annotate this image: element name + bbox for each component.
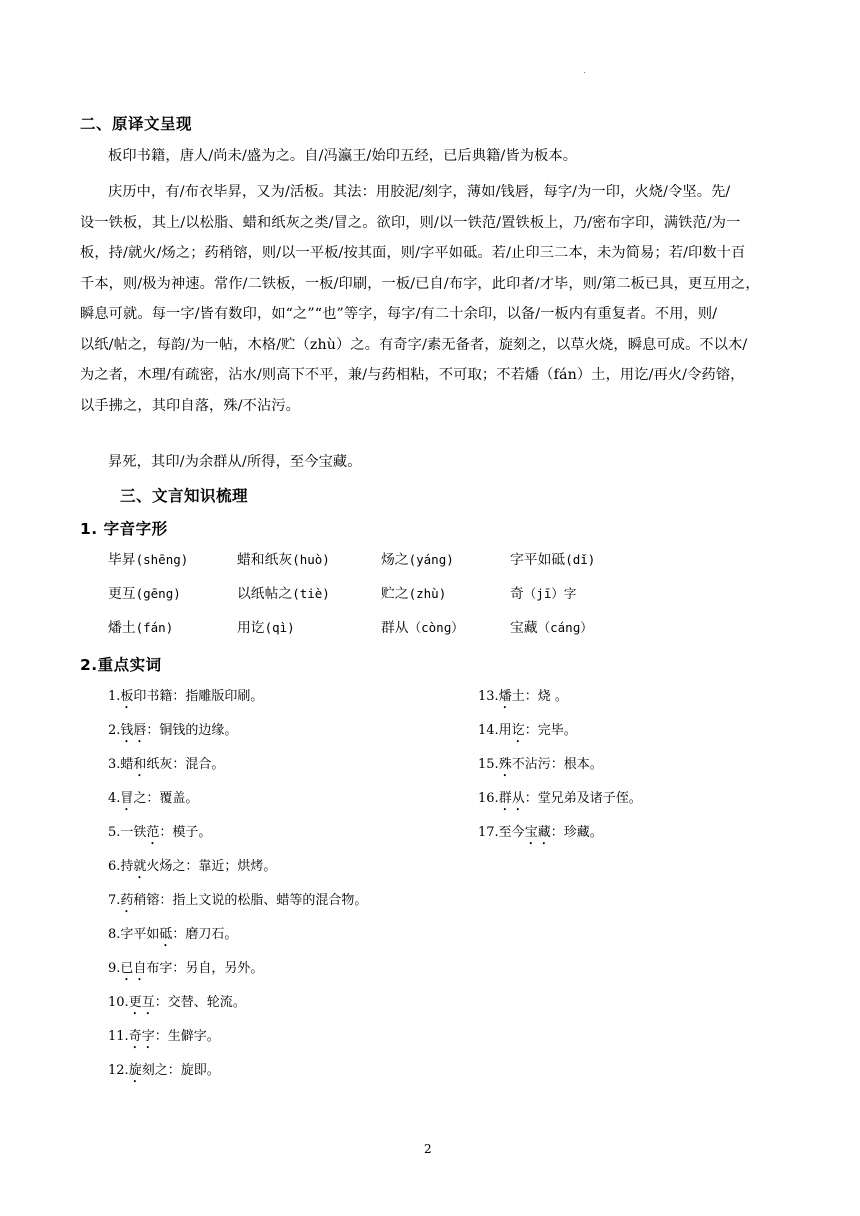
header-mark: . [583,66,586,76]
vocab-item: 1.板印书籍：指雕版印刷。 [108,689,264,704]
vocab-item: 3.蜡和纸灰：混合。 [108,757,225,772]
vocab-item: 6.持就火炀之：靠近；烘烤。 [108,859,277,874]
subsection-title-vocab: 2.重点实词 [80,656,162,674]
paragraph-line: 以手拂之，其印自落，殊/不沾污。 [80,397,300,414]
pronunciation-item: 蜡和纸灰(huò) [237,552,330,568]
vocab-item: 16.群从：堂兄弟及诸子侄。 [478,791,642,806]
vocab-item: 10.更互：交替、轮流。 [108,995,246,1010]
section-title-translation: 二、原译文呈现 [80,115,193,133]
pronunciation-item: 用讫(qì) [237,620,295,636]
pronunciation-item: 燔土(fán) [108,620,174,636]
vocab-item: 5.一铁范：模子。 [108,825,212,840]
paragraph-line: 昇死，其印/为余群从/所得，至今宝藏。 [108,454,362,470]
vocab-item: 12.旋刻之：旋即。 [108,1063,220,1078]
pronunciation-item: 贮之(zhù) [381,586,447,602]
pronunciation-item: 宝藏（cánɡ） [510,620,593,636]
paragraph-line: 以纸/帖之，每韵/为一帖，木格/贮（zhù）之。有奇字/素无备者，旋刻之，以草火烧，瞬息可成。不以木/ [80,336,748,353]
pronunciation-item: 以纸帖之(tiè) [237,586,330,602]
vocab-item: 17.至今宝藏：珍藏。 [478,825,603,840]
paragraph-line: 板印书籍，唐人/尚未/盛为之。自/冯瀛王/始印五经，已后典籍/皆为板本。 [108,148,578,164]
subsection-title-pronunciation: 1. 字音字形 [80,520,168,538]
vocab-item: 9.已自布字：另自，另外。 [108,961,264,976]
vocab-item: 14.用讫：完毕。 [478,723,577,738]
paragraph-line: 庆历中，有/布衣毕昇，又为/活板。其法：用胶泥/刻字，薄如/钱唇，每字/为一印，火烧/令坚。先/ [108,184,731,200]
paragraph-line: 千本，则/极为神速。常作/二铁板，一板/印刷，一板/已自/布字，此印者/才毕，则/第二板已具，更互用之， [80,275,760,292]
vocab-item: 11.奇字：生僻字。 [108,1029,220,1044]
paragraph-line: 瞬息可就。每一字/皆有数印，如“之”“也”等字，每字/有二十余印，以备/一板内有重复者。不用，则/ [80,306,718,322]
vocab-item: 13.燔土：烧 。 [478,689,568,704]
paragraph-line: 为之者，木理/有疏密，沾水/则高下不平，兼/与药相粘，不可取；不若燔（fán）土，用讫/再火/令药镕， [80,367,745,383]
vocab-item: 4.冒之：覆盖。 [108,791,199,806]
page-number: 2 [424,1142,432,1156]
pronunciation-item: 炀之(yáng) [381,552,454,568]
paragraph-2 [80,177,782,421]
vocab-item: 7.药稍镕：指上文说的松脂、蜡等的混合物。 [108,893,368,908]
pronunciation-item: 毕昇(shēng) [108,552,189,568]
vocab-item: 8.字平如砥：磨刀石。 [108,927,238,942]
paragraph-line: 板，持/就火/炀之；药稍镕，则/以一平板/按其面，则/字平如砥。若/止印三二本，未为简易；若/印数十百 [80,245,746,261]
pronunciation-item: 更互(gēng) [108,586,181,602]
vocab-item: 2.钱唇：铜钱的边缘。 [108,723,238,738]
pronunciation-item: 字平如砥(dǐ) [510,552,596,568]
pronunciation-item: 奇（jī）字 [510,586,577,602]
section-title-knowledge: 三、文言知识梳理 [120,487,249,505]
paragraph-1 [80,141,782,172]
paragraph-3 [80,447,782,478]
paragraph-line: 设一铁板，其上/以松脂、蜡和纸灰之类/冒之。欲印，则/以一铁范/置铁板上，乃/密布字印，满铁范/为一 [80,214,741,231]
vocab-item: 15.殊不沾污：根本。 [478,757,603,772]
pronunciation-item: 群从（cònɡ） [381,620,464,636]
